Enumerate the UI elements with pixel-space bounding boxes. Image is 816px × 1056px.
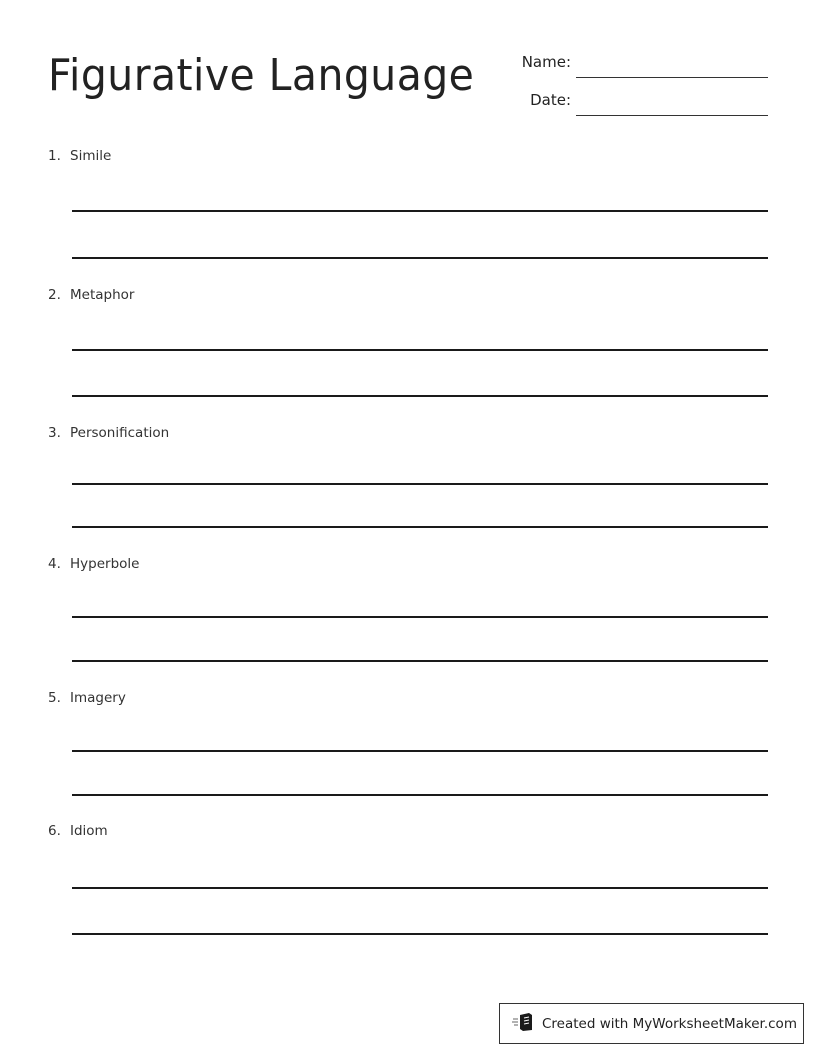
answer-line[interactable] — [72, 526, 768, 528]
answer-line[interactable] — [72, 483, 768, 485]
question-number: 1. — [48, 148, 61, 164]
answer-line[interactable] — [72, 750, 768, 752]
question-number: 2. — [48, 287, 61, 303]
question-number: 5. — [48, 690, 61, 706]
answer-line[interactable] — [72, 794, 768, 796]
question-label: Simile — [70, 148, 112, 164]
date-label: Date: — [530, 91, 571, 109]
question-label: Hyperbole — [70, 556, 140, 572]
worksheet-title: Figurative Language — [48, 50, 475, 101]
question-4 — [48, 556, 139, 572]
question-label: Idiom — [70, 823, 108, 839]
answer-line[interactable] — [72, 616, 768, 618]
answer-line[interactable] — [72, 660, 768, 662]
worksheet-maker-logo-icon — [512, 1012, 542, 1036]
question-3 — [48, 425, 169, 441]
answer-line[interactable] — [72, 395, 768, 397]
name-label: Name: — [521, 53, 571, 71]
question-number: 6. — [48, 823, 61, 839]
answer-line[interactable] — [72, 933, 768, 935]
question-5 — [48, 690, 126, 706]
question-6 — [48, 823, 108, 839]
footer-credit-badge[interactable] — [499, 1003, 804, 1044]
question-number: 4. — [48, 556, 61, 572]
date-field-line[interactable] — [576, 115, 768, 116]
question-2 — [48, 287, 134, 303]
answer-line[interactable] — [72, 210, 768, 212]
answer-line[interactable] — [72, 257, 768, 259]
question-1 — [48, 148, 111, 164]
name-field-line[interactable] — [576, 77, 768, 78]
question-label: Metaphor — [70, 287, 135, 303]
answer-line[interactable] — [72, 349, 768, 351]
footer-text: Created with MyWorksheetMaker.com — [542, 1015, 797, 1032]
question-label: Personification — [70, 425, 170, 441]
question-label: Imagery — [70, 690, 126, 706]
question-number: 3. — [48, 425, 61, 441]
answer-line[interactable] — [72, 887, 768, 889]
